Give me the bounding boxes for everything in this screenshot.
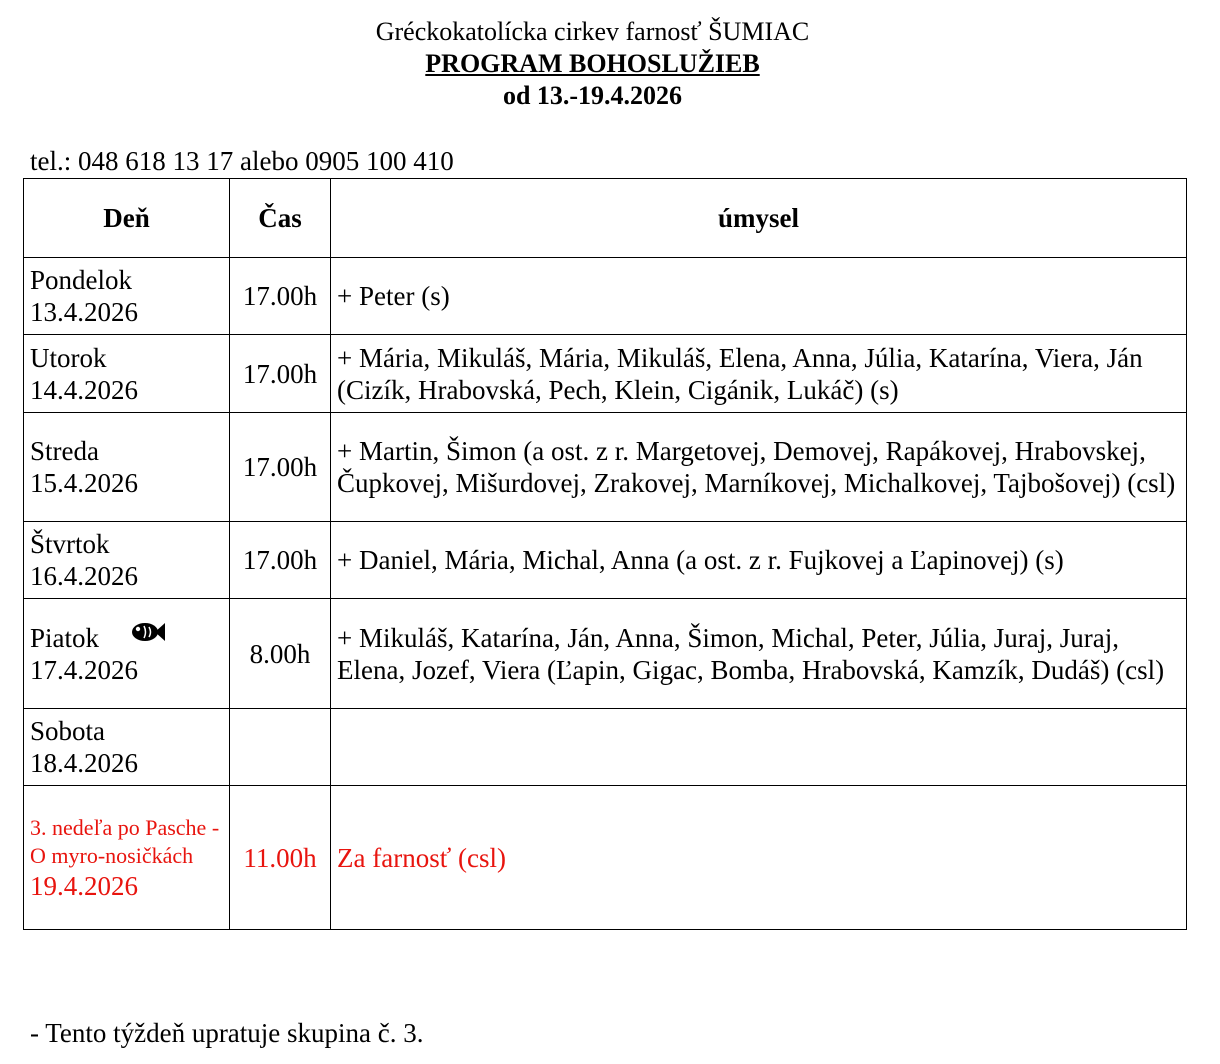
day-name: Pondelok [30,265,133,295]
time-cell: 17.00h [230,335,331,413]
day-cell [24,522,230,599]
day-date: 13.4.2026 [30,297,138,327]
day-cell [24,258,230,335]
table-row [24,522,1187,599]
time-cell: 17.00h [230,258,331,335]
header-time: Čas [230,179,331,258]
day-name: Sobota [30,716,106,746]
day-date: 17.4.2026 [30,654,138,685]
day-cell [24,786,230,930]
document-title: PROGRAM BOHOSLUŽIEB [425,49,760,78]
time-cell: 17.00h [230,413,331,522]
phone-contact: tel.: 048 618 13 17 alebo 0905 100 410 [30,146,454,176]
header-intention: úmysel [331,179,1187,258]
intention-cell: + Daniel, Mária, Michal, Anna (a ost. z r. Fujkovej a Ľapinovej) (s) [331,522,1187,599]
table-header-row [24,179,1187,258]
intention-cell: + Mikuláš, Katarína, Ján, Anna, Šimon, Michal, Peter, Júlia, Juraj, Juraj, Elena, Jozef, Viera (Ľapin, Gigac, Bomba, Hrabovská, Kamzík, Dudáš) (csl) [331,599,1187,709]
time-cell: 17.00h [230,522,331,599]
fish-icon [130,619,166,651]
table-row [24,258,1187,335]
document-header [0,16,1185,112]
day-name: Štvrtok [30,529,110,559]
day-date: 19.4.2026 [30,870,138,901]
day-name: 3. nedeľa po Pasche - O myro-nosičkách [30,814,220,868]
cleaning-note: - Tento týždeň upratuje skupina č. 3. [30,1018,424,1048]
schedule-table [23,178,1187,930]
intention-cell [331,709,1187,786]
day-name: Piatok [30,622,100,653]
day-cell [24,413,230,522]
day-date: 16.4.2026 [30,561,138,591]
day-name: Utorok [30,342,107,373]
day-cell [24,335,230,413]
intention-cell: Za farnosť (csl) [331,786,1187,930]
day-cell [24,599,230,709]
day-cell [24,709,230,786]
table-row [24,599,1187,709]
day-name: Streda [30,436,99,466]
day-date: 14.4.2026 [30,374,138,405]
time-cell [230,709,331,786]
date-range: od 13.-19.4.2026 [502,81,683,110]
time-cell: 8.00h [230,599,331,709]
intention-cell: + Martin, Šimon (a ost. z r. Margetovej, Demovej, Rapákovej, Hrabovskej, Čupkovej, Mišurdovej, Zrakovej, Marníkovej, Michalkovej, Tajbošovej) (csl) [331,413,1187,522]
day-date: 18.4.2026 [30,748,138,778]
day-date: 15.4.2026 [30,468,138,498]
header-day: Deň [24,179,230,258]
intention-cell: + Peter (s) [331,258,1187,335]
table-row [24,335,1187,413]
day-name-wrap [30,622,223,654]
parish-name: Gréckokatolícka cirkev farnosť ŠUMIAC [375,17,810,46]
table-row [24,413,1187,522]
table-row [24,786,1187,930]
intention-cell: + Mária, Mikuláš, Mária, Mikuláš, Elena, Anna, Júlia, Katarína, Viera, Ján (Cizík, Hrabovská, Pech, Klein, Cigánik, Lukáč) (s) [331,335,1187,413]
time-cell: 11.00h [230,786,331,930]
table-row [24,709,1187,786]
